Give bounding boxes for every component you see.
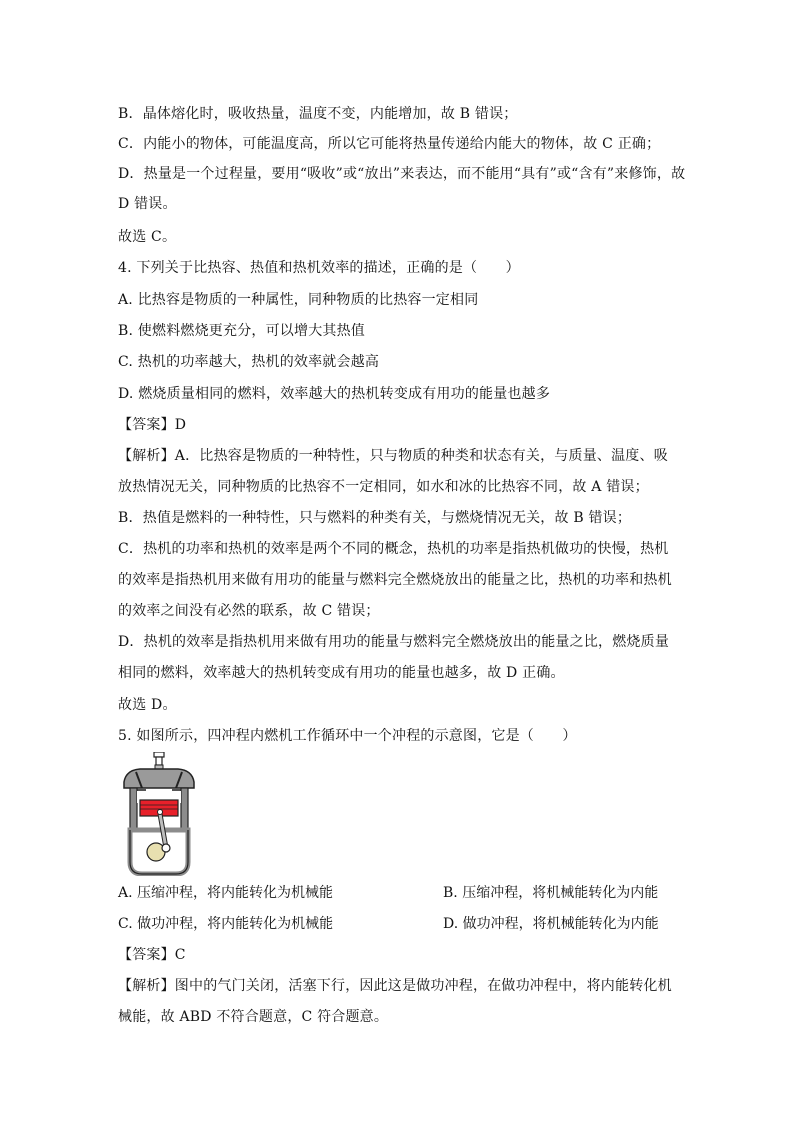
q3-conclusion: 故选 C。 — [118, 229, 177, 245]
q4-option-d: D. 燃烧质量相同的燃料，效率越大的热机转变成有用功的能量也越多 — [118, 386, 551, 402]
crank-pin — [162, 844, 170, 852]
q4-analysis-d-line2: 相同的燃料，效率越大的热机转变成有用功的能量也越多，故 D 正确。 — [118, 665, 565, 681]
q4-analysis-b: B．热值是燃料的一种特性，只与燃料的种类有关，与燃烧情况无关，故 B 错误； — [118, 510, 632, 526]
q4-analysis-c-line3: 的效率之间没有必然的联系，故 C 错误； — [118, 603, 380, 619]
q5-answer: 【答案】C — [118, 947, 186, 963]
q5-option-a: A. 压缩冲程，将内能转化为机械能 — [118, 885, 334, 901]
q4-analysis-c-line2: 的效率是指热机用来做有用功的能量与燃料完全燃烧放出的能量之比，热机的功率和热机 — [118, 572, 672, 588]
q5-option-d: D. 做功冲程，将机械能转化为内能 — [443, 916, 659, 932]
cylinder-wall-left — [130, 788, 137, 830]
q4-option-a: A. 比热容是物质的一种属性，同种物质的比热容一定相同 — [118, 292, 479, 308]
q3-analysis-c: C．内能小的物体，可能温度高，所以它可能将热量传递给内能大的物体，故 C 正确； — [118, 136, 661, 152]
q4-analysis-d-line1: D．热机的效率是指热机用来做有用功的能量与燃料完全燃烧放出的能量之比，燃烧质量 — [118, 634, 670, 650]
spark-plug-top — [154, 752, 164, 757]
q5-option-b: B. 压缩冲程，将机械能转化为内能 — [443, 885, 659, 901]
q3-analysis-b: B．晶体熔化时，吸收热量，温度不变，内能增加，故 B 错误； — [118, 106, 518, 122]
cylinder-wall-right — [181, 788, 188, 830]
q4-analysis-a-line1: 【解析】A．比热容是物质的一种特性，只与物质的种类和状态有关，与质量、温度、吸 — [118, 448, 668, 464]
q4-conclusion: 故选 D。 — [118, 697, 177, 713]
wrist-pin — [158, 810, 163, 815]
q4-stem: 4. 下列关于比热容、热值和热机效率的描述，正确的是（ ） — [118, 260, 520, 276]
q5-analysis-line1: 【解析】图中的气门关闭，活塞下行，因此这是做功冲程，在做功冲程中，将内能转化机 — [118, 978, 672, 994]
q4-answer: 【答案】D — [118, 417, 187, 433]
q4-option-c: C. 热机的功率越大，热机的效率就会越高 — [118, 354, 380, 370]
q4-analysis-a-line2: 放热情况无关，同种物质的比热容不一定相同，如水和冰的比热容不同，故 A 错误； — [118, 479, 649, 495]
q5-option-c: C. 做功冲程，将内能转化为机械能 — [118, 916, 334, 932]
q5-analysis-line2: 械能，故 ABD 不符合题意，C 符合题意。 — [118, 1009, 389, 1025]
q3-analysis-d-line2: D 错误。 — [118, 196, 177, 212]
spark-plug-body — [156, 757, 162, 765]
q4-option-b: B. 使燃料燃烧更充分，可以增大其热值 — [118, 323, 365, 339]
q5-stem: 5. 如图所示，四冲程内燃机工作循环中一个冲程的示意图，它是（ ） — [118, 728, 577, 744]
q3-analysis-d-line1: D．热量是一个过程量，要用“吸收”或“放出”来表达，而不能用“具有”或“含有”来修饰，故 — [118, 166, 686, 182]
q4-analysis-c-line1: C．热机的功率和热机的效率是两个不同的概念，热机的功率是指热机做功的快慢，热机 — [118, 541, 669, 557]
engine-diagram — [120, 752, 198, 876]
cylinder-head — [124, 769, 194, 788]
